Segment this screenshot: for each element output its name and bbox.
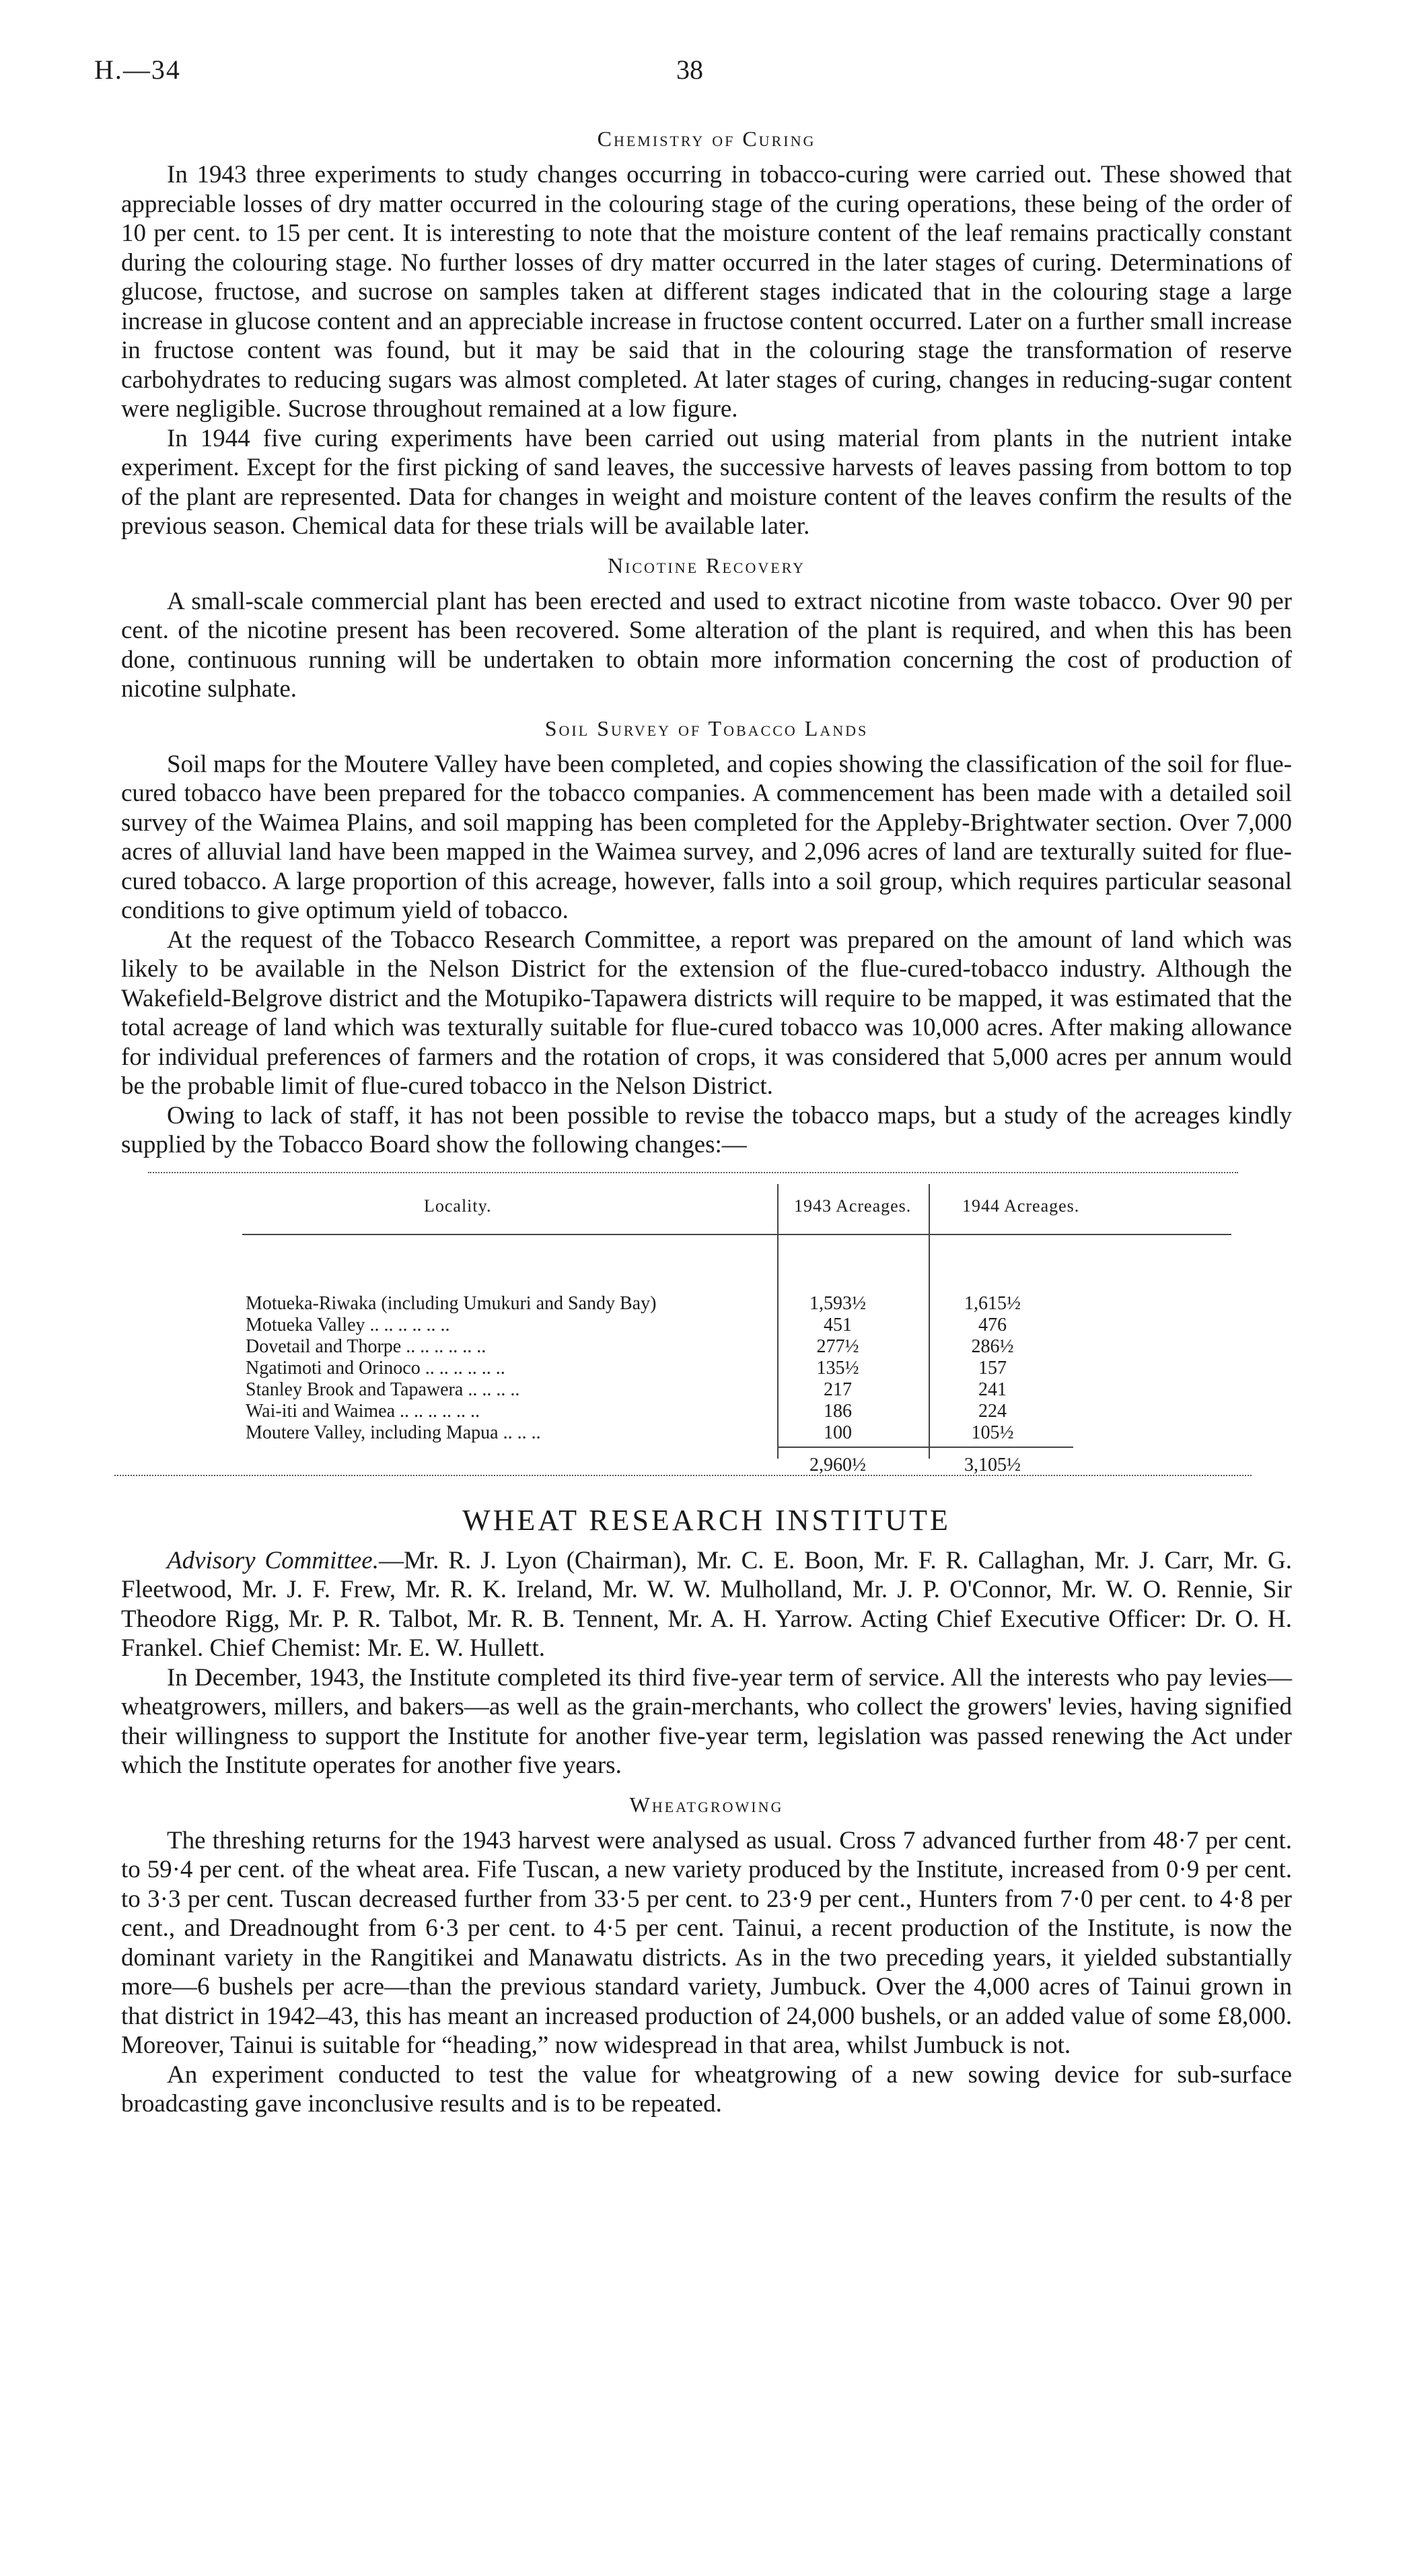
cell-locality: Motueka Valley .. .. .. .. .. ..	[246, 1314, 450, 1335]
paragraph: In 1944 five curing experiments have been carried out using material from plants in the nutrient intake experiment. Except for the first picking of sand leaves, the successive harvests of leaves passing from bottom to top of the plant are represented. Data for changes in weight and moisture content of the leaves confirm the results of the previous season. Chemical data for these trials will be available later.	[121, 424, 1292, 540]
cell-locality: Wai-iti and Waimea .. .. .. .. .. ..	[246, 1400, 480, 1422]
advisory-committee-paragraph	[121, 1546, 1292, 1663]
total-1944: 3,105½	[964, 1454, 1021, 1475]
cell-1943: 217	[824, 1379, 852, 1400]
section-heading-wheatgrowing: Wheatgrowing	[629, 1792, 784, 1817]
table-row	[246, 1379, 1255, 1401]
paragraph: In December, 1943, the Institute completed its third five-year term of service. All the interests who pay levies—wheatgrowers, millers, and bakers—as well as the grain-merchants, who collect the growers' levies, having signified their willingness to support the Institute for another five-year term, legislation was passed renewing the Act under which the Institute operates for another five years.	[121, 1663, 1292, 1779]
table-total-row	[246, 1455, 1255, 1477]
cell-1944: 476	[978, 1314, 1007, 1335]
cell-locality: Motueka-Riwaka (including Umukuri and Sandy Bay)	[246, 1292, 657, 1314]
header-rule	[242, 1234, 1231, 1235]
cell-1943: 1,593½	[809, 1292, 866, 1314]
table-body	[246, 1293, 1255, 1444]
page-content	[121, 114, 1292, 2119]
table-row	[246, 1293, 1255, 1315]
column-header-1943: 1943 Acreages.	[794, 1195, 912, 1216]
cell-1944: 241	[978, 1379, 1007, 1400]
total-rule	[777, 1447, 1073, 1448]
cell-1944: 1,615½	[964, 1292, 1021, 1314]
table-top-rule	[148, 1172, 1238, 1173]
table-row	[246, 1336, 1255, 1358]
cell-1944: 286½	[971, 1335, 1014, 1357]
advisory-committee-label: Advisory Committee.	[167, 1546, 379, 1574]
table-row	[246, 1422, 1255, 1444]
cell-1943: 186	[824, 1400, 852, 1422]
table-row	[246, 1315, 1255, 1336]
table-row	[246, 1401, 1255, 1422]
paragraph: Soil maps for the Moutere Valley have been completed, and copies showing the classification of the soil for flue-cured tobacco have been prepared for the tobacco companies. A commencement has been made with a detailed soil survey of the Waimea Plains, and soil mapping has been completed for the Appleby-Brightwater section. Over 7,000 acres of alluvial land have been mapped in the Waimea survey, and 2,096 acres of land are texturally suited for flue-cured tobacco. A large proportion of this acreage, however, falls into a soil group, which requires particular seasonal conditions to give optimum yield of tobacco.	[121, 750, 1292, 924]
section-heading-nicotine: Nicotine Recovery	[607, 553, 806, 578]
section-heading-wheat-institute: WHEAT RESEARCH INSTITUTE	[462, 1503, 951, 1537]
cell-locality: Dovetail and Thorpe .. .. .. .. .. ..	[246, 1335, 486, 1357]
section-heading-chemistry: Chemistry of Curing	[597, 127, 816, 151]
paragraph: At the request of the Tobacco Research Committee, a report was prepared on the amount of land which was likely to be available in the Nelson District for the extension of the flue-cured-tobacco industry. Although the Wakefield-Belgrove district and the Motupiko-Tapawera districts will require to be mapped, it was estimated that the total acreage of land which was texturally suitable for flue-cured tobacco was 10,000 acres. After making allowance for individual preferences of farmers and the rotation of crops, it was considered that 5,000 acres per annum would be the probable limit of flue-cured tobacco in the Nelson District.	[121, 926, 1292, 1100]
cell-1943: 277½	[816, 1335, 859, 1357]
table-bottom-rule	[114, 1475, 1252, 1476]
column-header-1944: 1944 Acreages.	[962, 1195, 1080, 1216]
total-1943: 2,960½	[809, 1454, 866, 1475]
cell-1943: 451	[824, 1314, 852, 1335]
cell-locality: Stanley Brook and Tapawera .. .. .. ..	[246, 1379, 520, 1400]
section-heading-soil: Soil Survey of Tobacco Lands	[544, 716, 869, 740]
cell-1944: 157	[978, 1357, 1007, 1379]
cell-locality: Moutere Valley, including Mapua .. .. ..	[246, 1422, 541, 1443]
document-reference: H.—34	[94, 55, 181, 85]
cell-1943: 100	[824, 1422, 852, 1443]
cell-1943: 135½	[816, 1357, 859, 1379]
advisory-committee-members: —Mr. R. J. Lyon (Chairman), Mr. C. E. Boon, Mr. F. R. Callaghan, Mr. J. Carr, Mr. G. Fleetwood, Mr. J. F. Frew, Mr. R. K. Ireland, Mr. W. W. Mulholland, Mr. J. P. O'Connor, Mr. W. O. Rennie, Sir Theodore Rigg, Mr. P. R. Talbot, Mr. R. B. Tennent, Mr. A. H. Yarrow. Acting Chief Executive Officer: Dr. O. H. Frankel. Chief Chemist: Mr. E. W. Hullett.	[121, 1546, 1293, 1662]
cell-1944: 224	[978, 1400, 1007, 1422]
cell-locality: Ngatimoti and Orinoco .. .. .. .. .. ..	[246, 1357, 505, 1379]
acreage-table	[121, 1172, 1292, 1476]
paragraph: The threshing returns for the 1943 harvest were analysed as usual. Cross 7 advanced further from 48·7 per cent. to 59·4 per cent. of the wheat area. Fife Tuscan, a new variety produced by the Institute, increased from 0·9 per cent. to 3·3 per cent. Tuscan decreased further from 33·5 per cent. to 23·9 per cent., Hunters from 7·0 per cent. to 4·8 per cent., and Dreadnought from 6·3 per cent. to 4·5 per cent. Tainui, a recent production of the Institute, is now the dominant variety in the Rangitikei and Manawatu districts. As in the two preceding years, it yielded substantially more—6 bushels per acre—than the previous standard variety, Jumbuck. Over the 4,000 acres of Tainui grown in that district in 1942–43, this has meant an increased production of 24,000 bushels, or an added value of some £8,000. Moreover, Tainui is suitable for “heading,” now widespread in that area, whilst Jumbuck is not.	[121, 1826, 1292, 2059]
paragraph: A small-scale commercial plant has been erected and used to extract nicotine from waste tobacco. Over 90 per cent. of the nicotine present has been recovered. Some alteration of the plant is required, and when this has been done, continuous running will be undertaken to obtain more information concerning the cost of production of nicotine sulphate.	[121, 587, 1292, 703]
column-header-locality: Locality.	[424, 1195, 492, 1216]
table-row	[246, 1358, 1255, 1379]
paragraph: In 1943 three experiments to study changes occurring in tobacco-curing were carried out. These showed that appreciable losses of dry matter occurred in the colouring stage of the curing operations, these being of the order of 10 per cent. to 15 per cent. It is interesting to note that the moisture content of the leaf remains practically constant during the colouring stage. No further losses of dry matter occurred in the later stages of curing. Determinations of glucose, fructose, and sucrose on samples taken at different stages indicated that in the colouring stage a large increase in glucose content and an appreciable increase in fructose content occurred. Later on a further small increase in fructose content was found, but it may be said that in the colouring stage the transformation of reserve carbohydrates to reducing sugars was almost completed. At later stages of curing, changes in reducing-sugar content were negligible. Sucrose throughout remained at a low figure.	[121, 161, 1292, 423]
page-number: 38	[676, 55, 703, 85]
paragraph: An experiment conducted to test the value for wheatgrowing of a new sowing device for sub-surface broadcasting gave inconclusive results and is to be repeated.	[121, 2060, 1292, 2118]
cell-1944: 105½	[971, 1422, 1014, 1443]
paragraph: Owing to lack of staff, it has not been possible to revise the tobacco maps, but a study of the acreages kindly supplied by the Tobacco Board show the following changes:—	[121, 1101, 1292, 1158]
